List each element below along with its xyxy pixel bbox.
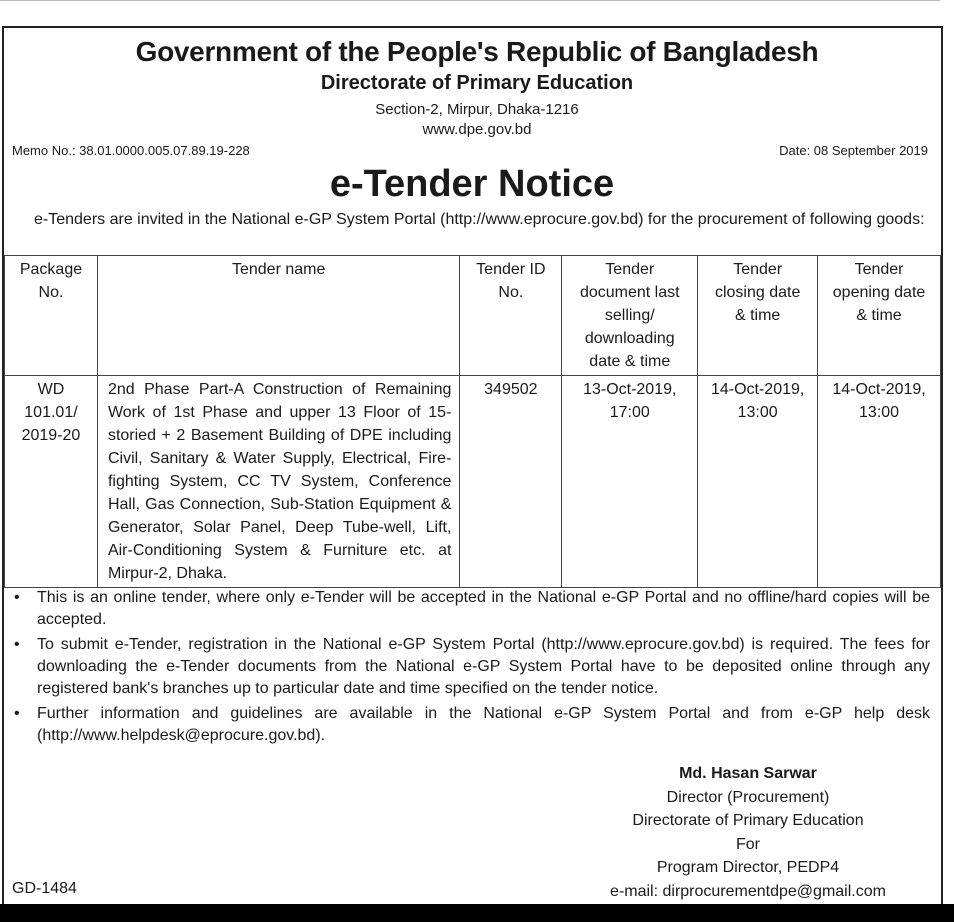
cell-closing-date: 14-Oct-2019, 13:00 [698, 376, 818, 588]
signatory-office: Directorate of Primary Education [632, 812, 864, 829]
signatory-email: e-mail: dirprocurementdpe@gmail.com [610, 882, 886, 900]
bottom-bar [0, 904, 954, 922]
conditions-list [12, 587, 930, 750]
cell-opening-date: 14-Oct-2019, 13:00 [818, 376, 941, 588]
condition-text: To submit e-Tender, registration in the National e-GP System Portal (http://www.eprocure.gov.bd) is required. The fees for downloading the e-Tender documents from the National e-GP System Portal have to be deposited online through any registered bank's branches up to particular date and time specified on the tender notice. [37, 636, 930, 697]
list-item [12, 634, 930, 700]
condition-text: Further information and guidelines are available in the National e-GP System Portal and from e-GP help desk (http://www.helpdesk@eprocure.gov.bd). [37, 705, 930, 744]
bullet-icon: • [14, 589, 20, 606]
bullet-icon: • [14, 705, 20, 722]
list-item [12, 703, 930, 747]
memo-number: Memo No.: 38.01.0000.005.07.89.19-228 [12, 143, 250, 158]
header-closing-date: Tender closing date & time [698, 256, 818, 376]
notice-title: e-Tender Notice [329, 163, 615, 205]
top-rule [0, 0, 940, 1]
bullet-icon: • [14, 636, 20, 653]
directorate-heading: Directorate of Primary Education [320, 72, 634, 94]
signatory-for: For [736, 835, 760, 853]
condition-text: This is an online tender, where only e-Tender will be accepted in the National e-GP Portal and no offline/hard copies will be accepted. [37, 589, 930, 628]
cell-tender-id: 349502 [460, 376, 562, 588]
address-line: Section-2, Mirpur, Dhaka-1216 [375, 101, 579, 118]
header-package-no: Package No. [5, 256, 98, 376]
cell-selling-date: 13-Oct-2019, 17:00 [562, 376, 698, 588]
table-header-row [5, 256, 941, 376]
intro-paragraph: e-Tenders are invited in the National e-GP System Portal (http://www.eprocure.gov.bd) for the procurement of following goods: [34, 211, 925, 228]
list-item [12, 587, 930, 631]
notice-date: Date: 08 September 2019 [779, 143, 928, 158]
signature-block [560, 762, 936, 903]
header-tender-id: Tender ID No. [460, 256, 562, 376]
tender-table [4, 255, 941, 588]
signatory-designation: Director (Procurement) [666, 788, 830, 806]
signatory-name: Md. Hasan Sarwar [679, 765, 817, 782]
address-block [0, 100, 954, 140]
header-selling-date: Tender document last selling/ downloading date & time [562, 256, 698, 376]
cell-package-no: WD 101.01/ 2019-20 [5, 376, 98, 588]
signatory-program: Program Director, PEDP4 [656, 859, 840, 876]
header-tender-name: Tender name [97, 256, 459, 376]
cell-tender-name: 2nd Phase Part-A Construction of Remaining Work of 1st Phase and upper 13 Floor of 15-storied + 2 Basement Building of DPE including Civil, Sanitary & Water Supply, Electrical, Fire-fighting System, CC TV System, Conference Hall, Gas Connection, Sub-Station Equipment & Generator, Solar Panel, Deep Tube-well, Lift, Air-Conditioning System & Furniture etc. at Mirpur-2, Dhaka. [97, 376, 459, 588]
website-line: www.dpe.gov.bd [422, 121, 532, 138]
table-row [5, 376, 941, 588]
gd-number: GD-1484 [12, 880, 77, 897]
government-heading: Government of the People's Republic of Bangladesh [135, 36, 819, 67]
header-opening-date: Tender opening date & time [818, 256, 941, 376]
